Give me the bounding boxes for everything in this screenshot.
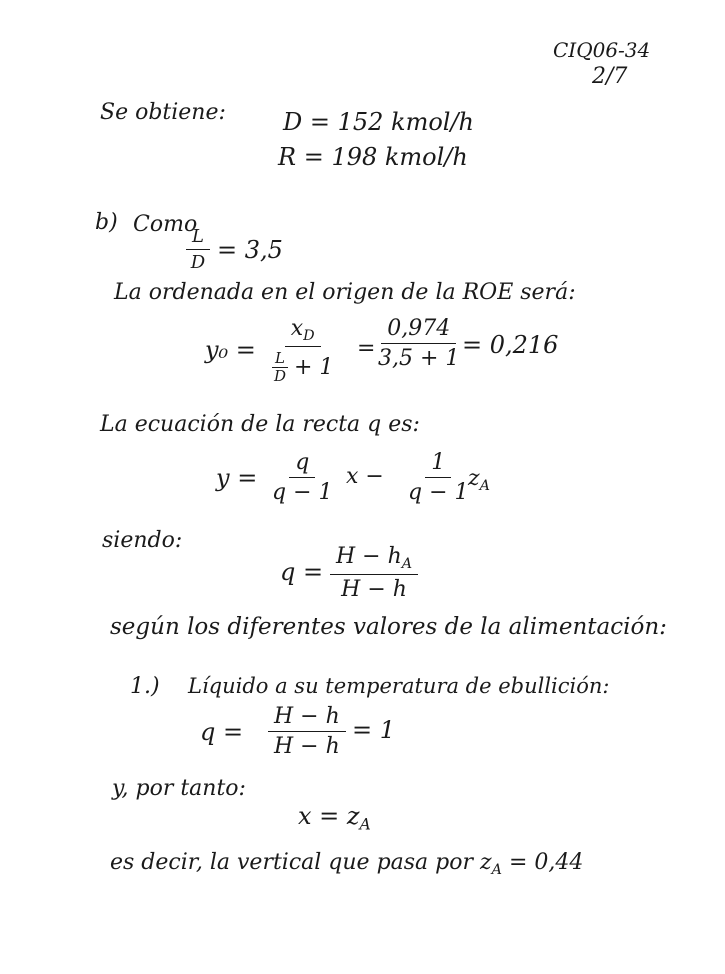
y0-lhs: y₀ = [205, 336, 256, 364]
case1-den: H − h [274, 734, 340, 759]
q-num-sub: A [401, 556, 413, 572]
result-D: D = 152 kmol/h [283, 108, 475, 136]
recta-q-text: La ecuación de la recta q es: [100, 412, 420, 437]
q-den: H − h [341, 577, 407, 603]
results-intro: Se obtiene: [100, 100, 226, 125]
q-num: H − h [336, 544, 402, 569]
yq-zA: z [468, 466, 480, 491]
yq-lhs: y = [216, 464, 258, 492]
y0-frac1-den-tail: + 1 [293, 354, 334, 380]
y0-fraction-2 [378, 318, 459, 370]
portanto-text: y, por tanto: [112, 776, 246, 801]
case1-num: H − h [268, 706, 346, 732]
document-reference: CIQ06-34 [553, 38, 651, 62]
y0-eq2: = [357, 336, 376, 361]
esdecir-text: es decir, la vertical que pasa por z [110, 850, 492, 875]
yq-frac1-den: q − 1 [272, 480, 333, 505]
esdecir-val: = 0,44 [508, 850, 584, 875]
y0-inner-num: L [272, 351, 288, 368]
x-eq: x = z [298, 802, 360, 830]
ld-num: L [186, 228, 210, 250]
yq-x: x − [346, 464, 384, 489]
y0-frac2-den: 3,5 + 1 [378, 346, 460, 371]
y0-fraction-1 [272, 318, 333, 384]
yq-zA-sub: A [479, 478, 490, 494]
yq-frac2-num: 1 [425, 452, 451, 478]
ld-value: = 3,5 [217, 236, 283, 264]
x-eq-sub: A [359, 815, 371, 834]
yq-frac2-den: q − 1 [408, 480, 469, 505]
q-fraction [330, 546, 418, 601]
ld-den: D [190, 252, 206, 273]
siendo-text: siendo: [102, 528, 183, 553]
y0-frac1-num-sub: D [303, 328, 315, 344]
y0-inner-den: D [273, 367, 286, 386]
yq-fraction-2 [408, 452, 469, 504]
esdecir-sub: A [491, 862, 502, 878]
section-b-label: b) [95, 210, 118, 235]
y0-frac2-num: 0,974 [381, 318, 456, 344]
result-R: R = 198 kmol/h [278, 143, 468, 171]
page-number: 2/7 [592, 64, 628, 89]
como-text: Como [133, 212, 198, 237]
ordenada-text: La ordenada en el origen de la ROE será: [114, 280, 576, 305]
segun-text: según los diferentes valores de la alimentación: [110, 614, 667, 640]
y0-frac1-num: x [290, 316, 304, 341]
ld-fraction [186, 228, 210, 272]
yq-frac1-num: q [289, 452, 315, 478]
yq-fraction-1 [272, 452, 333, 504]
case1-q-lhs: q = [200, 718, 244, 746]
case1-text: Líquido a su temperatura de ebullición: [188, 674, 610, 698]
case1-label: 1.) [130, 674, 160, 699]
q-lhs: q = [280, 558, 324, 586]
case1-result: = 1 [352, 716, 396, 744]
y0-result: = 0,216 [462, 331, 559, 359]
case1-fraction [268, 706, 346, 758]
